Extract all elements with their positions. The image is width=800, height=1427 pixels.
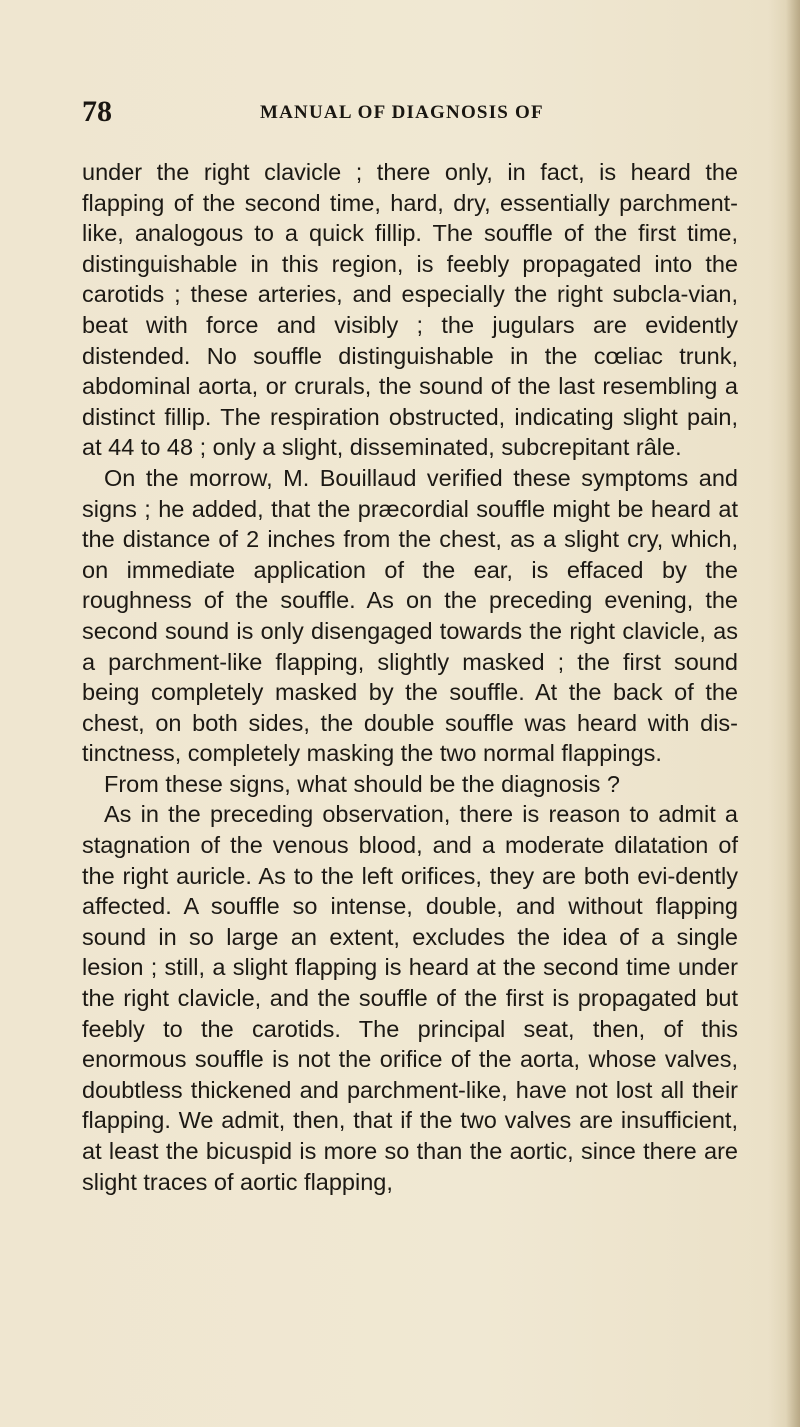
page-number: 78 <box>82 95 112 128</box>
body-text <box>82 157 738 1197</box>
paragraph: under the right clavicle ; there only, in fact, is heard the flapping of the second time, hard, dry, essentially parchment-like, analogous to a quick fillip. The souffle of the first time, distinguishable in this region, is feebly propagated into the carotids ; these arteries, and especially the right subcla-vian, beat with force and visibly ; the jugulars are evidently distended. No souffle distinguishable in the cœliac trunk, abdominal aorta, or crurals, the sound of the last resembling a distinct fillip. The respiration obstructed, indicating slight pain, at 44 to 48 ; only a slight, disseminated, subcrepitant râle. <box>82 159 738 461</box>
paragraph: From these signs, what should be the diagnosis ? <box>104 770 620 797</box>
page-edge-shadow <box>786 0 800 1427</box>
paragraph: As in the preceding observation, there is reason to admit a stagnation of the venous blood, and a moderate dilatation of the right auricle. As to the left orifices, they are both evi-dently affected. A souffle so intense, double, and without flapping sound in so large an extent, excludes the idea of a single lesion ; still, a slight flapping is heard at the second time under the right clavicle, and the souffle of the first is propagated but feebly to the carotids. The principal seat, then, of this enormous souffle is not the orifice of the aorta, whose valves, doubtless thickened and parchment-like, have not lost all their flapping. We admit, then, that if the two valves are insufficient, at least the bicuspid is more so than the aortic, since there are slight traces of aortic flapping, <box>82 801 738 1195</box>
page-header <box>82 92 732 132</box>
running-head: MANUAL OF DIAGNOSIS OF <box>260 102 544 123</box>
paragraph: On the morrow, M. Bouillaud verified these symptoms and signs ; he added, that the præcordial souffle might be heard at the distance of 2 inches from the chest, as a slight cry, which, on immediate application of the ear, is effaced by the roughness of the souffle. As on the preceding evening, the second sound is only disengaged towards the right clavicle, as a parchment-like flapping, slightly masked ; the first sound being completely masked by the souffle. At the back of the chest, on both sides, the double souffle was heard with dis-tinctness, completely masking the two normal flappings. <box>82 464 738 767</box>
